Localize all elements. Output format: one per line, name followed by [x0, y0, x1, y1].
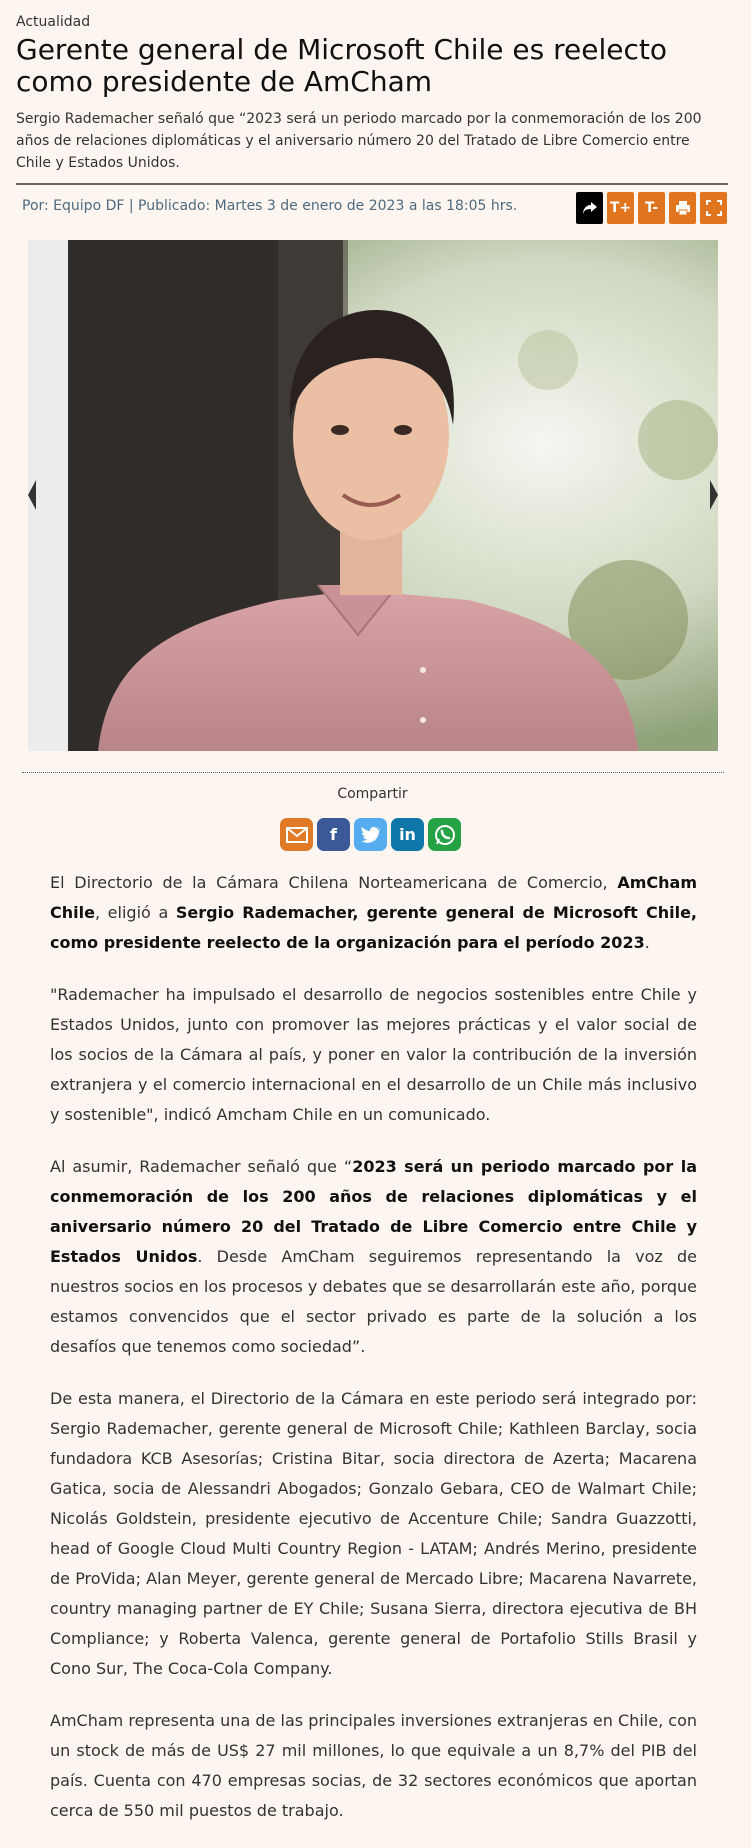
- email-icon[interactable]: [280, 818, 313, 851]
- share-divider: [22, 772, 724, 773]
- article-lead: Sergio Rademacher señaló que “2023 será un periodo marcado por la conmemoración de los 200 años de relaciones diplomáticas y el aniversario número 20 del Tratado de Libre Comercio entre Chile y Estados Unidos.: [16, 111, 702, 171]
- share-arrow-icon[interactable]: [576, 192, 603, 224]
- increase-text-button[interactable]: T+: [607, 192, 634, 224]
- decrease-text-button[interactable]: T-: [638, 192, 665, 224]
- paragraph-3: Al asumir, Rademacher señaló que “2023 será un periodo marcado por la conmemoración de los 200 años de relaciones diplomáticas y el aniversario número 20 del Tratado de Libre Comercio entre Chile y Estados Unidos. Desde AmCham seguiremos representando la voz de nuestros socios en los procesos y debates que se desarrollarán este año, porque estamos convencidos que el sector privado es parte de la solución a los desafíos que tenemos como sociedad”.: [50, 1157, 698, 1356]
- paragraph-2: "Rademacher ha impulsado el desarrollo de negocios sostenibles entre Chile y Estados Unidos, junto con promover las mejores prácticas y el valor social de los socios de la Cámara al país, y poner en valor la contribución de la inversión extranjera y el comercio internacional en el desarrollo de un Chile más inclusivo y sostenible", indicó Amcham Chile en un comunicado.: [50, 985, 697, 1124]
- social-share-bar: [280, 818, 461, 851]
- print-icon[interactable]: [669, 192, 696, 224]
- article-headline: Gerente general de Microsoft Chile es reelecto como presidente de AmCham: [16, 33, 667, 98]
- paragraph-1: El Directorio de la Cámara Chilena Norteamericana de Comercio, AmCham Chile, eligió a Sergio Rademacher, gerente general de Microsoft Chile, como presidente reelecto de la organización para el período 2023.: [50, 873, 697, 952]
- fullscreen-icon[interactable]: [700, 192, 727, 224]
- section-label[interactable]: Actualidad: [16, 14, 91, 30]
- paragraph-4: De esta manera, el Directorio de la Cámara en este periodo será integrado por: Sergio Rademacher, gerente general de Microsoft Chile; Kathleen Barclay, socia fundadora KCB Asesorías; Cristina Bitar, socia directora de Azerta; Macarena Gatica, socia de Alessandri Abogados; Gonzalo Gebara, CEO de Walmart Chile; Nicolás Goldstein, presidente ejecutivo de Accenture Chile; Sandra Guazzotti, head of Google Cloud Multi Country Region - LATAM; Andrés Merino, presidente de ProVida; Alan Meyer, gerente general de Mercado Libre; Macarena Navarrete, country managing partner de EY Chile; Susana Sierra, directora ejecutiva de BH Compliance; y Roberta Valenca, gerente general de Portafolio Stills Brasil y Cono Sur, The Coca-Cola Company.: [50, 1389, 697, 1678]
- twitter-icon[interactable]: [354, 818, 387, 851]
- header-divider: [16, 183, 728, 185]
- article-toolbar: [576, 192, 727, 224]
- whatsapp-icon[interactable]: [428, 818, 461, 851]
- share-label: Compartir: [337, 786, 408, 802]
- facebook-icon[interactable]: f: [317, 818, 350, 851]
- linkedin-icon[interactable]: in: [391, 818, 424, 851]
- article-body: [50, 868, 697, 1848]
- paragraph-5: AmCham representa una de las principales inversiones extranjeras en Chile, con un stock de más de US$ 27 mil millones, lo que equivale a un 8,7% del PIB del país. Cuenta con 470 empresas socias, de 32 sectores económicos que aportan cerca de 550 mil puestos de trabajo.: [50, 1711, 697, 1820]
- article-photo: [28, 240, 718, 751]
- article-byline: Por: Equipo DF | Publicado: Martes 3 de enero de 2023 a las 18:05 hrs.: [22, 198, 518, 214]
